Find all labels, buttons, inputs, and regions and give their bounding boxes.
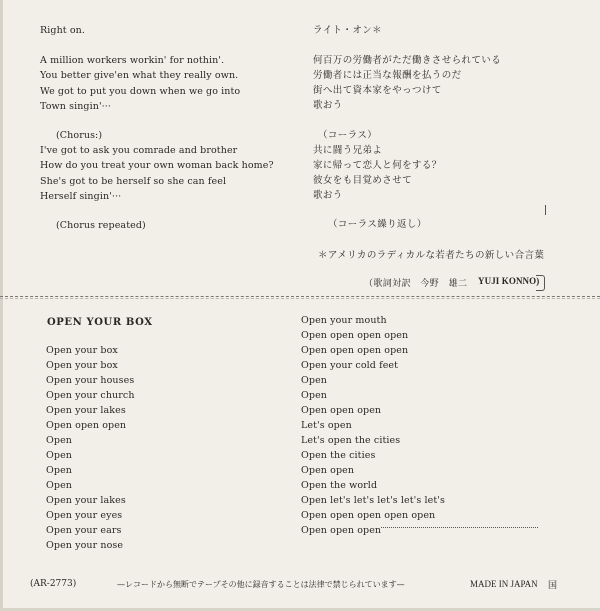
lyric-line: Open your church [46,390,135,401]
lyric-line: Open the world [301,480,378,491]
lyric-line: You better give'en what they really own. [40,70,239,81]
lyric-line: Open let's let's let's let's let's [301,495,445,506]
sleeve-left-edge [0,0,3,611]
translation-line: 歌おう [313,100,343,111]
margin-mark [545,205,546,215]
song-title-open-your-box: OPEN YOUR BOX [47,317,153,328]
lyric-line: Open your eyes [46,510,123,521]
lyric-line: Open open open [301,525,382,536]
translation-line: 歌おう [313,190,343,201]
copyright-notice: —レコードから無断でテープその他に録音することは法律で禁じられています— [117,580,405,589]
chorus-repeated-en: (Chorus repeated) [56,220,146,231]
translation-line: 何百万の労働者がただ働きさせられている [313,55,502,66]
lyric-line: How do you treat your own woman back home? [40,160,274,171]
lyric-line: Open your cold feet [301,360,399,371]
chorus-label-jp: （コーラス） [318,130,378,141]
lyric-line: Let's open [301,420,352,431]
translation-line: 家に帰って恋人と何をする？ [313,160,442,171]
song-title-en: Right on. [40,25,85,36]
lyric-line: A million workers workin' for nothin'. [40,55,225,66]
lyric-line: Open your nose [46,540,124,551]
translator-credit-jp: （歌詞対訳 今野 雄二 [364,279,468,289]
lyric-line: We got to put you down when we go into [40,86,241,97]
lyric-line: Herself singin'··· [40,191,122,202]
lyric-line: Open open open open open [301,510,436,521]
lyric-line: Open [46,465,73,476]
credit-bracket [536,275,545,291]
footnote-jp: ＊アメリカのラディカルな若者たちの新しい合言葉 [318,250,545,261]
lyric-line: Open open open open [301,330,409,341]
dotted-leader [381,527,538,528]
translation-line: 彼女をも目覚めさせて [313,175,413,186]
section-divider [0,296,600,297]
lyric-line: Open your houses [46,375,135,386]
lyric-line: Open your ears [46,525,122,536]
lyric-line: Open open open open [301,345,409,356]
origin-mark: 国 [548,581,558,591]
lyric-line: Open [46,435,73,446]
chorus-repeated-jp: （コーラス繰り返し） [328,219,427,230]
lyric-line: Let's open the cities [301,435,401,446]
lyric-line: Open [301,375,328,386]
lyric-line: Open your lakes [46,405,126,416]
lyric-line: Open open open [301,405,382,416]
catalog-number: (AR-2773) [30,579,77,589]
translator-credit-en: YUJI KONNO) [478,276,540,286]
song-title-jp: ライト・オン＊ [313,25,383,36]
translation-line: 街へ出て資本家をやっつけて [313,85,442,96]
lyric-line: Open open open [46,420,127,431]
lyric-line: Open [46,480,73,491]
lyric-line: Town singin'··· [40,101,112,112]
lyric-line: Open your box [46,360,118,371]
lyric-line: Open your lakes [46,495,126,506]
made-in-japan: MADE IN JAPAN [470,579,538,589]
translation-line: 労働者には正当な報酬を払うのだ [313,70,462,81]
lyric-line: Open [301,390,328,401]
lyric-line: Open open [301,465,355,476]
lyric-line: Open your box [46,345,118,356]
lyric-line: I've got to ask you comrade and brother [40,145,238,156]
chorus-label-en: (Chorus:) [56,130,103,141]
lyric-line: Open [46,450,73,461]
translation-line: 共に闘う兄弟よ [313,145,383,156]
lyric-line: She's got to be herself so she can feel [40,176,227,187]
lyric-line: Open your mouth [301,315,387,326]
lyric-line: Open the cities [301,450,376,461]
